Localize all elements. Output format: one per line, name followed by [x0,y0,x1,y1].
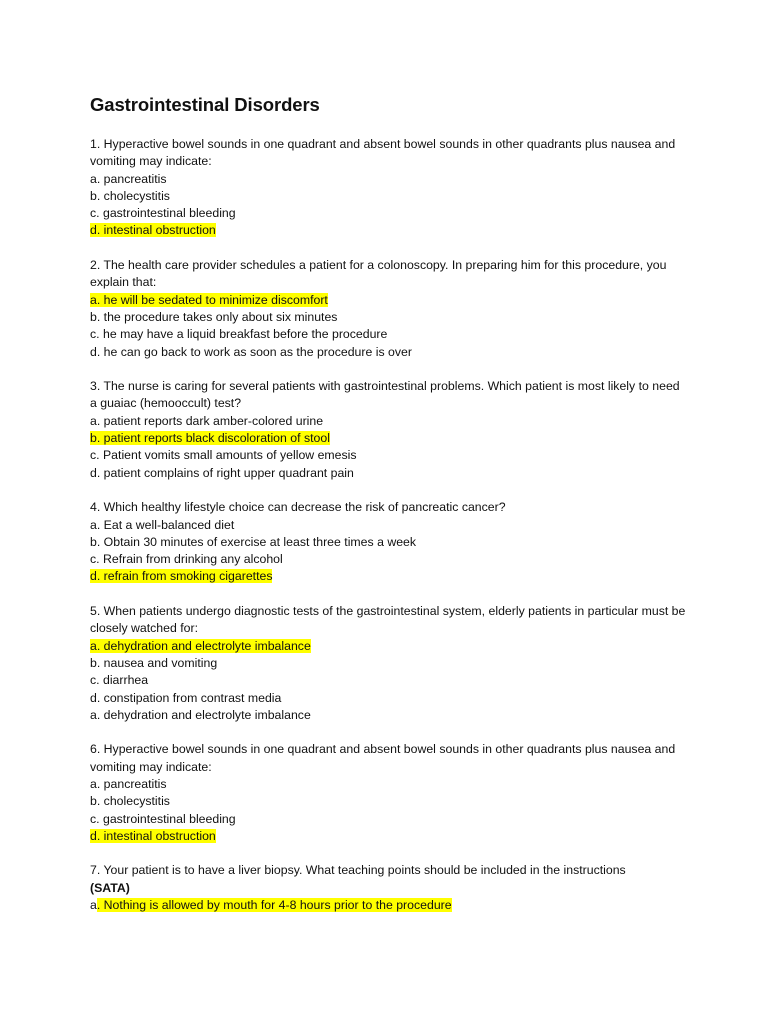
answer-text: b. the procedure takes only about six minutes [90,309,338,324]
answer-option [90,534,688,551]
answer-text: b. cholecystitis [90,794,170,809]
answer-option [90,828,688,845]
question-5 [90,603,688,724]
answer-option [90,811,688,828]
question-stem: 5. When patients undergo diagnostic tests of the gastrointestinal system, elderly patients in particular must be closely watched for: [90,604,686,636]
answer-option [90,551,688,568]
question-4 [90,499,688,585]
question-stem: 6. Hyperactive bowel sounds in one quadrant and absent bowel sounds in other quadrants plus nausea and vomiting may indicate: [90,742,676,774]
answer-option [90,690,688,707]
answer-option [90,222,688,239]
answer-text: c. gastrointestinal bleeding [90,206,236,221]
answer-option [90,447,688,464]
answer-option [90,430,688,447]
answer-text: d. constipation from contrast media [90,690,282,705]
answer-option [90,326,688,343]
answer-option [90,707,688,724]
answer-text-highlighted: a. dehydration and electrolyte imbalance [90,638,311,653]
answer-text-highlighted: b. patient reports black discoloration of stool [90,431,330,446]
answer-option [90,413,688,430]
answer-text: c. he may have a liquid breakfast before the procedure [90,327,388,342]
answer-text: a. pancreatitis [90,776,167,791]
answer-text-highlighted: d. intestinal obstruction [90,223,216,238]
option-text-highlighted: . Nothing is allowed by mouth for 4-8 hours prior to the procedure [96,898,452,913]
answer-text: c. gastrointestinal bleeding [90,811,236,826]
answer-option [90,309,688,326]
answer-text: b. Obtain 30 minutes of exercise at least three times a week [90,534,417,549]
answer-option [90,188,688,205]
option-prefix: a [90,898,97,913]
question-7-tag: (SATA) [90,880,130,895]
question-stem: 2. The health care provider schedules a patient for a colonoscopy. In preparing him for this procedure, you explain that: [90,258,667,290]
question-7-option-a [90,897,688,914]
question-2 [90,257,688,361]
answer-text: d. patient complains of right upper quadrant pain [90,465,354,480]
answer-text: a. dehydration and electrolyte imbalance [90,707,311,722]
question-1 [90,136,688,240]
answer-option [90,465,688,482]
question-7-stem: 7. Your patient is to have a liver biopsy. What teaching points should be included in the instructions [90,863,626,878]
answer-text: b. cholecystitis [90,188,170,203]
answer-text: c. diarrhea [90,673,149,688]
answer-text-highlighted: d. intestinal obstruction [90,828,216,843]
answer-option [90,205,688,222]
answer-option [90,568,688,585]
question-3 [90,378,688,482]
answer-text: d. he can go back to work as soon as the procedure is over [90,344,412,359]
answer-text: b. nausea and vomiting [90,655,218,670]
question-list [90,136,688,845]
question-stem: 3. The nurse is caring for several patients with gastrointestinal problems. Which patient is most likely to need a guaiac (hemooccult) test? [90,379,680,411]
answer-option [90,171,688,188]
answer-option [90,672,688,689]
answer-text-highlighted: a. he will be sedated to minimize discomfort [90,292,328,307]
answer-option [90,292,688,309]
answer-text: c. Refrain from drinking any alcohol [90,552,283,567]
answer-text: a. patient reports dark amber-colored urine [90,413,324,428]
answer-option [90,655,688,672]
question-stem: 1. Hyperactive bowel sounds in one quadrant and absent bowel sounds in other quadrants plus nausea and vomiting may indicate: [90,137,676,169]
answer-option [90,793,688,810]
question-7 [90,862,688,914]
answer-text: c. Patient vomits small amounts of yellow emesis [90,448,357,463]
question-stem: 4. Which healthy lifestyle choice can decrease the risk of pancreatic cancer? [90,500,506,515]
document-title: Gastrointestinal Disorders [90,94,320,115]
answer-option [90,776,688,793]
answer-option [90,517,688,534]
answer-text: a. Eat a well-balanced diet [90,517,235,532]
answer-text: a. pancreatitis [90,171,167,186]
answer-text-highlighted: d. refrain from smoking cigarettes [90,569,273,584]
question-6 [90,741,688,845]
answer-option [90,344,688,361]
answer-option [90,638,688,655]
